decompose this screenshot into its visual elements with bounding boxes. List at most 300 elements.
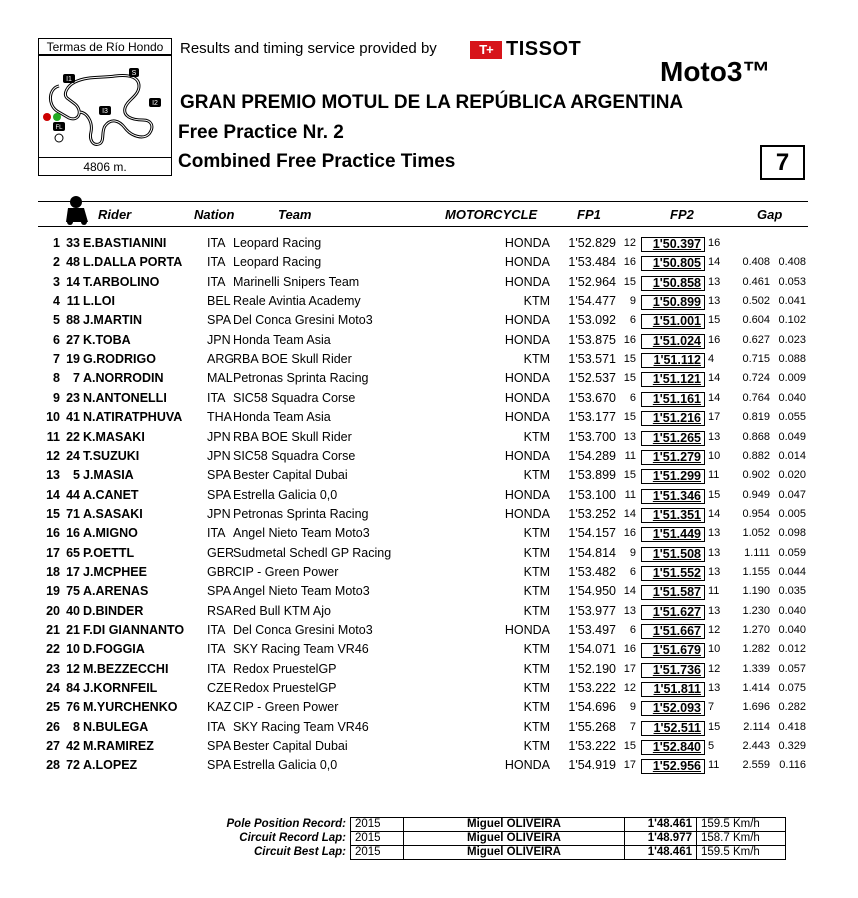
motorcycle: KTM <box>523 545 550 560</box>
fp1-time: 1'54.477 <box>568 294 616 309</box>
rider-name: A.ARENAS <box>83 584 149 599</box>
class-name: Moto3™ <box>660 56 771 87</box>
motorcycle: HONDA <box>504 390 550 405</box>
record-label: Pole Position Record: <box>226 818 346 830</box>
gap-to-previous: 0.035 <box>778 585 806 598</box>
rider-number: 88 <box>66 313 80 328</box>
rider-name: D.BINDER <box>83 603 144 618</box>
gap-to-previous: 0.116 <box>779 759 806 772</box>
table-row <box>0 294 858 313</box>
motorcycle: KTM <box>523 603 550 618</box>
col-fp1: FP1 <box>577 207 601 222</box>
track-label-s: S <box>131 70 137 77</box>
table-row <box>0 546 858 565</box>
motorcycle: KTM <box>523 294 550 309</box>
team-name: Estrella Galicia 0,0 <box>233 758 338 773</box>
table-row <box>0 739 858 758</box>
nation: ITA <box>207 719 226 734</box>
nation: SPA <box>207 487 232 502</box>
fp2-lap: 5 <box>708 740 715 753</box>
fp2-lap: 13 <box>708 546 721 559</box>
team-name: Petronas Sprinta Racing <box>233 506 369 521</box>
table-row <box>0 758 858 777</box>
gap-to-first: 1.339 <box>742 662 770 675</box>
fp1-time: 1'53.222 <box>568 681 616 696</box>
position: 21 <box>46 623 60 637</box>
position: 28 <box>46 758 60 773</box>
record-row <box>206 818 786 832</box>
team-name: Honda Team Asia <box>233 410 331 425</box>
fp1-lap: 6 <box>629 314 636 327</box>
fp1-time: 1'53.700 <box>568 429 616 444</box>
track-label-i2: I2 <box>152 100 158 107</box>
fp1-time: 1'52.964 <box>568 274 616 289</box>
fp2-time: 1'51.161 <box>641 392 705 407</box>
gap-to-previous: 0.057 <box>778 662 806 675</box>
fp1-lap: 14 <box>623 507 636 520</box>
col-nation: Nation <box>194 207 235 222</box>
gap-to-previous: 0.020 <box>778 469 806 482</box>
fp2-lap: 16 <box>708 237 721 249</box>
rider-number: 12 <box>66 661 80 676</box>
rider-number: 41 <box>66 410 80 425</box>
team-name: Leopard Racing <box>233 236 322 250</box>
table-row <box>0 449 858 468</box>
gap-to-previous: 0.044 <box>778 565 806 578</box>
gap-to-first: 0.502 <box>742 295 770 308</box>
motorcycle: KTM <box>523 681 550 696</box>
timing-brand-label: TISSOT <box>506 38 582 60</box>
gap-to-first: 1.111 <box>744 546 770 559</box>
team-name: SIC58 Squadra Corse <box>233 448 356 463</box>
fp1-lap: 7 <box>629 720 636 733</box>
fp2-lap: 16 <box>708 333 721 346</box>
fp1-lap: 17 <box>623 759 636 772</box>
rider-number: 17 <box>66 564 80 579</box>
nation: JPN <box>207 506 231 521</box>
nation: GER <box>207 545 235 560</box>
team-name: Red Bull KTM Ajo <box>233 603 331 618</box>
gap-to-first: 0.604 <box>742 314 770 327</box>
table-row <box>0 391 858 410</box>
nation: SPA <box>207 758 232 773</box>
position: 18 <box>46 564 60 579</box>
nation: ITA <box>207 255 226 270</box>
fp1-lap: 14 <box>623 585 636 598</box>
team-name: SKY Racing Team VR46 <box>233 642 369 657</box>
nation: RSA <box>207 603 233 618</box>
position: 13 <box>46 468 60 483</box>
motorcycle: HONDA <box>504 332 550 347</box>
position: 25 <box>46 700 60 715</box>
nation: CZE <box>207 681 232 696</box>
record-rider: Miguel OLIVEIRA <box>404 846 625 860</box>
fp2-time: 1'51.736 <box>641 663 705 678</box>
gap-to-previous: 0.418 <box>778 720 806 733</box>
gap-to-previous: 0.408 <box>778 256 806 269</box>
gap-to-first: 0.715 <box>742 353 770 366</box>
rider-number: 24 <box>66 448 80 463</box>
gap-to-first: 0.954 <box>742 507 770 520</box>
gap-to-previous: 0.053 <box>778 275 806 288</box>
team-name: Bester Capital Dubai <box>233 739 348 754</box>
rider-name: L.LOI <box>83 294 115 309</box>
gap-to-first: 1.190 <box>742 585 770 598</box>
rider-number: 22 <box>66 429 80 444</box>
motorcycle: KTM <box>523 468 550 483</box>
rider-number: 84 <box>66 681 80 696</box>
team-name: CIP - Green Power <box>233 700 339 715</box>
rider-number: 76 <box>66 700 80 715</box>
fp1-lap: 12 <box>623 682 636 695</box>
gap-to-previous: 0.009 <box>778 372 806 385</box>
track-label-i1: I1 <box>66 76 72 83</box>
fp1-time: 1'53.899 <box>568 468 616 483</box>
motorcycle: HONDA <box>504 506 550 521</box>
gap-to-previous: 0.059 <box>778 546 806 559</box>
rider-name: D.FOGGIA <box>83 642 145 657</box>
team-name: Honda Team Asia <box>233 332 331 347</box>
team-name: Sudmetal Schedl GP Racing <box>233 545 392 560</box>
position: 15 <box>46 506 60 521</box>
fp1-lap: 17 <box>623 662 636 675</box>
fp1-time: 1'53.670 <box>568 390 616 405</box>
fp1-time: 1'54.919 <box>568 758 616 773</box>
session-title: Free Practice Nr. 2 <box>178 122 344 143</box>
position: 16 <box>46 526 60 541</box>
event-title: GRAN PREMIO MOTUL DE LA REPÚBLICA ARGENTINA <box>180 92 684 113</box>
rider-name: A.NORRODIN <box>83 371 164 386</box>
fp2-lap: 12 <box>708 662 721 675</box>
record-label: Circuit Best Lap: <box>253 846 346 858</box>
rider-number: 27 <box>66 332 80 347</box>
fp2-lap: 15 <box>708 488 721 501</box>
fp2-time: 1'51.508 <box>641 547 705 562</box>
fp1-lap: 9 <box>629 295 636 308</box>
fp2-time: 1'52.956 <box>641 759 705 774</box>
gap-to-first: 0.819 <box>742 411 770 424</box>
table-row <box>0 468 858 487</box>
nation: SPA <box>207 739 232 754</box>
fp2-lap: 11 <box>708 759 720 772</box>
fp2-lap: 13 <box>708 295 721 308</box>
fp2-lap: 13 <box>708 682 721 695</box>
fp1-lap: 16 <box>623 643 636 656</box>
table-row <box>0 410 858 429</box>
team-name: Leopard Racing <box>233 255 322 270</box>
rider-name: M.RAMIREZ <box>83 739 154 754</box>
fp2-time: 1'52.511 <box>641 721 705 736</box>
gap-to-first: 0.764 <box>742 391 770 404</box>
table-row <box>0 526 858 545</box>
nation: SPA <box>207 468 232 483</box>
motorcycle: HONDA <box>504 274 550 289</box>
fp2-time: 1'51.667 <box>641 624 705 639</box>
table-row <box>0 313 858 332</box>
table-row <box>0 623 858 642</box>
position: 8 <box>53 371 60 386</box>
rider-name: A.SASAKI <box>83 506 143 521</box>
team-name: RBA BOE Skull Rider <box>233 352 352 367</box>
nation: SPA <box>207 584 232 599</box>
motorcycle: KTM <box>523 700 550 715</box>
rider-name: L.DALLA PORTA <box>83 255 183 270</box>
gap-to-previous: 0.041 <box>778 295 806 308</box>
gap-to-previous: 0.075 <box>778 682 806 695</box>
timing-brand <box>470 38 581 61</box>
nation: ITA <box>207 661 226 676</box>
rider-name: N.ANTONELLI <box>83 390 167 405</box>
motorcycle-icon <box>62 194 92 231</box>
position: 5 <box>53 313 60 328</box>
record-row <box>206 832 786 846</box>
nation: JPN <box>207 429 231 444</box>
team-name: RBA BOE Skull Rider <box>233 429 352 444</box>
fp1-lap: 16 <box>623 256 636 269</box>
fp1-lap: 16 <box>623 527 636 540</box>
gap-to-first: 2.114 <box>743 720 770 733</box>
fp1-lap: 6 <box>629 391 636 404</box>
rider-number: 71 <box>66 506 80 521</box>
fp1-lap: 11 <box>624 488 636 501</box>
fp2-time: 1'50.805 <box>641 256 705 271</box>
gap-to-first: 1.282 <box>742 643 770 656</box>
motorcycle: KTM <box>523 584 550 599</box>
team-name: Del Conca Gresini Moto3 <box>233 313 373 328</box>
fp2-time: 1'51.216 <box>641 411 705 426</box>
position: 3 <box>53 274 60 289</box>
rider-name: A.LOPEZ <box>83 758 138 773</box>
nation: ITA <box>207 526 226 541</box>
record-year: 2015 <box>351 846 404 860</box>
motorcycle: KTM <box>523 719 550 734</box>
fp1-time: 1'52.190 <box>568 661 616 676</box>
record-rider: Miguel OLIVEIRA <box>404 832 625 846</box>
fp1-time: 1'54.289 <box>568 448 616 463</box>
motorcycle: KTM <box>523 429 550 444</box>
table-row <box>0 681 858 700</box>
fp1-time: 1'53.482 <box>568 564 616 579</box>
fp1-lap: 15 <box>623 372 636 385</box>
record-year: 2015 <box>351 832 404 846</box>
fp2-time: 1'51.024 <box>641 334 705 349</box>
team-name: Estrella Galicia 0,0 <box>233 487 338 502</box>
track-length: 4806 m. <box>38 158 172 176</box>
position: 7 <box>53 352 60 367</box>
gap-to-first: 0.882 <box>742 449 770 462</box>
record-year: 2015 <box>351 818 404 832</box>
position: 4 <box>53 294 60 309</box>
rider-name: T.ARBOLINO <box>83 274 160 289</box>
team-name: Angel Nieto Team Moto3 <box>233 584 370 599</box>
fp2-lap: 13 <box>708 275 721 288</box>
rider-number: 7 <box>73 371 80 386</box>
fp1-lap: 15 <box>623 469 636 482</box>
rider-number: 75 <box>66 584 80 599</box>
motorcycle: KTM <box>523 642 550 657</box>
team-name: Redox PruestelGP <box>233 681 337 696</box>
motorcycle: KTM <box>523 352 550 367</box>
fp1-lap: 15 <box>623 353 636 366</box>
fp2-lap: 14 <box>708 256 721 269</box>
track-label-fl: FL <box>55 125 63 131</box>
gap-to-first: 2.443 <box>742 740 770 753</box>
team-name: SKY Racing Team VR46 <box>233 719 369 734</box>
rider-name: A.CANET <box>83 487 139 502</box>
rider-name: T.SUZUKI <box>83 448 140 463</box>
rider-name: M.BEZZECCHI <box>83 661 169 676</box>
gap-to-first: 0.408 <box>742 256 770 269</box>
fp2-time: 1'52.093 <box>641 701 705 716</box>
col-motorcycle: MOTORCYCLE <box>445 207 538 222</box>
fp1-lap: 6 <box>629 624 636 636</box>
rider-name: K.MASAKI <box>83 429 145 444</box>
fp2-time: 1'50.899 <box>641 295 705 310</box>
fp2-time: 1'51.121 <box>641 372 705 387</box>
table-row <box>0 604 858 623</box>
rider-number: 33 <box>66 236 80 250</box>
page-number: 7 <box>760 145 805 180</box>
record-speed: 159.5 Km/h <box>697 846 786 860</box>
fp1-time: 1'53.977 <box>568 603 616 618</box>
fp1-time: 1'53.571 <box>568 352 616 367</box>
gap-to-first: 1.696 <box>742 701 770 714</box>
gap-to-previous: 0.040 <box>778 624 806 636</box>
position: 27 <box>46 739 60 754</box>
fp2-time: 1'51.552 <box>641 566 705 581</box>
motorcycle: KTM <box>523 661 550 676</box>
record-time: 1'48.461 <box>625 846 697 860</box>
gap-to-previous: 0.329 <box>778 740 806 753</box>
table-row <box>0 720 858 739</box>
fp1-time: 1'53.497 <box>568 623 616 637</box>
fp2-lap: 13 <box>708 565 721 578</box>
team-name: Bester Capital Dubai <box>233 468 348 483</box>
gap-to-first: 2.559 <box>742 759 770 772</box>
nation: ITA <box>207 642 226 657</box>
position: 14 <box>46 487 60 502</box>
position: 20 <box>46 603 60 618</box>
fp1-lap: 11 <box>624 449 636 462</box>
gap-to-previous: 0.102 <box>778 314 806 327</box>
motorcycle: HONDA <box>504 448 550 463</box>
rider-number: 42 <box>66 739 80 754</box>
rider-number: 40 <box>66 603 80 618</box>
position: 12 <box>46 448 60 463</box>
rider-name: N.ATIRATPHUVA <box>83 410 183 425</box>
track-map <box>38 55 172 158</box>
gap-to-first: 1.230 <box>742 604 770 617</box>
nation: ITA <box>207 390 226 405</box>
gap-to-previous: 0.023 <box>778 333 806 346</box>
motorcycle: KTM <box>523 526 550 541</box>
track-map-icon <box>39 56 171 157</box>
motorcycle: HONDA <box>504 255 550 270</box>
table-row <box>0 565 858 584</box>
motorcycle: HONDA <box>504 758 550 773</box>
fp1-time: 1'55.268 <box>568 719 616 734</box>
fp1-lap: 15 <box>623 275 636 288</box>
position: 9 <box>53 390 60 405</box>
nation: SPA <box>207 313 232 328</box>
fp2-lap: 15 <box>708 314 721 327</box>
motorcycle: KTM <box>523 564 550 579</box>
rider-name: J.MARTIN <box>83 313 143 328</box>
rider-name: K.TOBA <box>83 332 131 347</box>
team-name: SIC58 Squadra Corse <box>233 390 356 405</box>
gap-to-previous: 0.040 <box>778 604 806 617</box>
nation: MAL <box>207 371 233 386</box>
gap-to-previous: 0.014 <box>778 449 806 462</box>
team-name: Angel Nieto Team Moto3 <box>233 526 370 541</box>
fp1-time: 1'54.814 <box>568 545 616 560</box>
fp2-time: 1'50.858 <box>641 276 705 291</box>
fp2-time: 1'52.840 <box>641 740 705 755</box>
rider-number: 19 <box>66 352 80 367</box>
table-row <box>0 352 858 371</box>
rider-number: 21 <box>66 623 80 637</box>
fp1-lap: 15 <box>623 411 636 424</box>
table-row <box>0 488 858 507</box>
fp1-lap: 12 <box>623 237 636 249</box>
gap-to-previous: 0.047 <box>778 488 806 501</box>
fp2-lap: 15 <box>708 720 721 733</box>
fp2-time: 1'51.811 <box>641 682 705 697</box>
record-speed: 158.7 Km/h <box>697 832 786 846</box>
circuit-name: Termas de Río Hondo <box>38 38 172 55</box>
rider-number: 10 <box>66 642 80 657</box>
table-row <box>0 371 858 390</box>
table-row <box>0 584 858 603</box>
fp1-time: 1'53.484 <box>568 255 616 270</box>
gap-to-first: 0.724 <box>742 372 770 385</box>
fp2-time: 1'51.299 <box>641 469 705 484</box>
header-top-rule <box>38 201 808 202</box>
position: 22 <box>46 642 60 657</box>
col-rider: Rider <box>98 207 132 222</box>
position: 17 <box>46 545 60 560</box>
fp2-time: 1'51.587 <box>641 585 705 600</box>
header-bottom-rule <box>38 226 808 227</box>
fp1-time: 1'53.875 <box>568 332 616 347</box>
fp1-time: 1'52.537 <box>568 371 616 386</box>
record-label: Circuit Record Lap: <box>239 832 346 844</box>
fp2-time: 1'51.449 <box>641 527 705 542</box>
nation: JPN <box>207 332 231 347</box>
position: 6 <box>53 332 60 347</box>
gap-to-previous: 0.049 <box>778 430 806 443</box>
table-row <box>0 275 858 294</box>
fp2-lap: 17 <box>708 411 721 424</box>
rider-name: P.OETTL <box>83 545 135 560</box>
fp2-lap: 13 <box>708 604 721 617</box>
gap-to-previous: 0.282 <box>778 701 806 714</box>
fp1-time: 1'54.950 <box>568 584 616 599</box>
fp2-lap: 4 <box>708 353 715 366</box>
gap-to-previous: 0.005 <box>778 507 806 520</box>
fp1-time: 1'53.177 <box>568 410 616 425</box>
position: 11 <box>46 429 60 444</box>
team-name: CIP - Green Power <box>233 564 339 579</box>
fp2-lap: 14 <box>708 391 721 404</box>
table-row <box>0 700 858 719</box>
fp1-time: 1'54.157 <box>568 526 616 541</box>
rider-name: J.KORNFEIL <box>83 681 158 696</box>
tissot-cross-icon: T+ <box>470 41 502 59</box>
team-name: Reale Avintia Academy <box>233 294 361 309</box>
record-row <box>206 846 786 860</box>
fp2-lap: 10 <box>708 643 721 656</box>
